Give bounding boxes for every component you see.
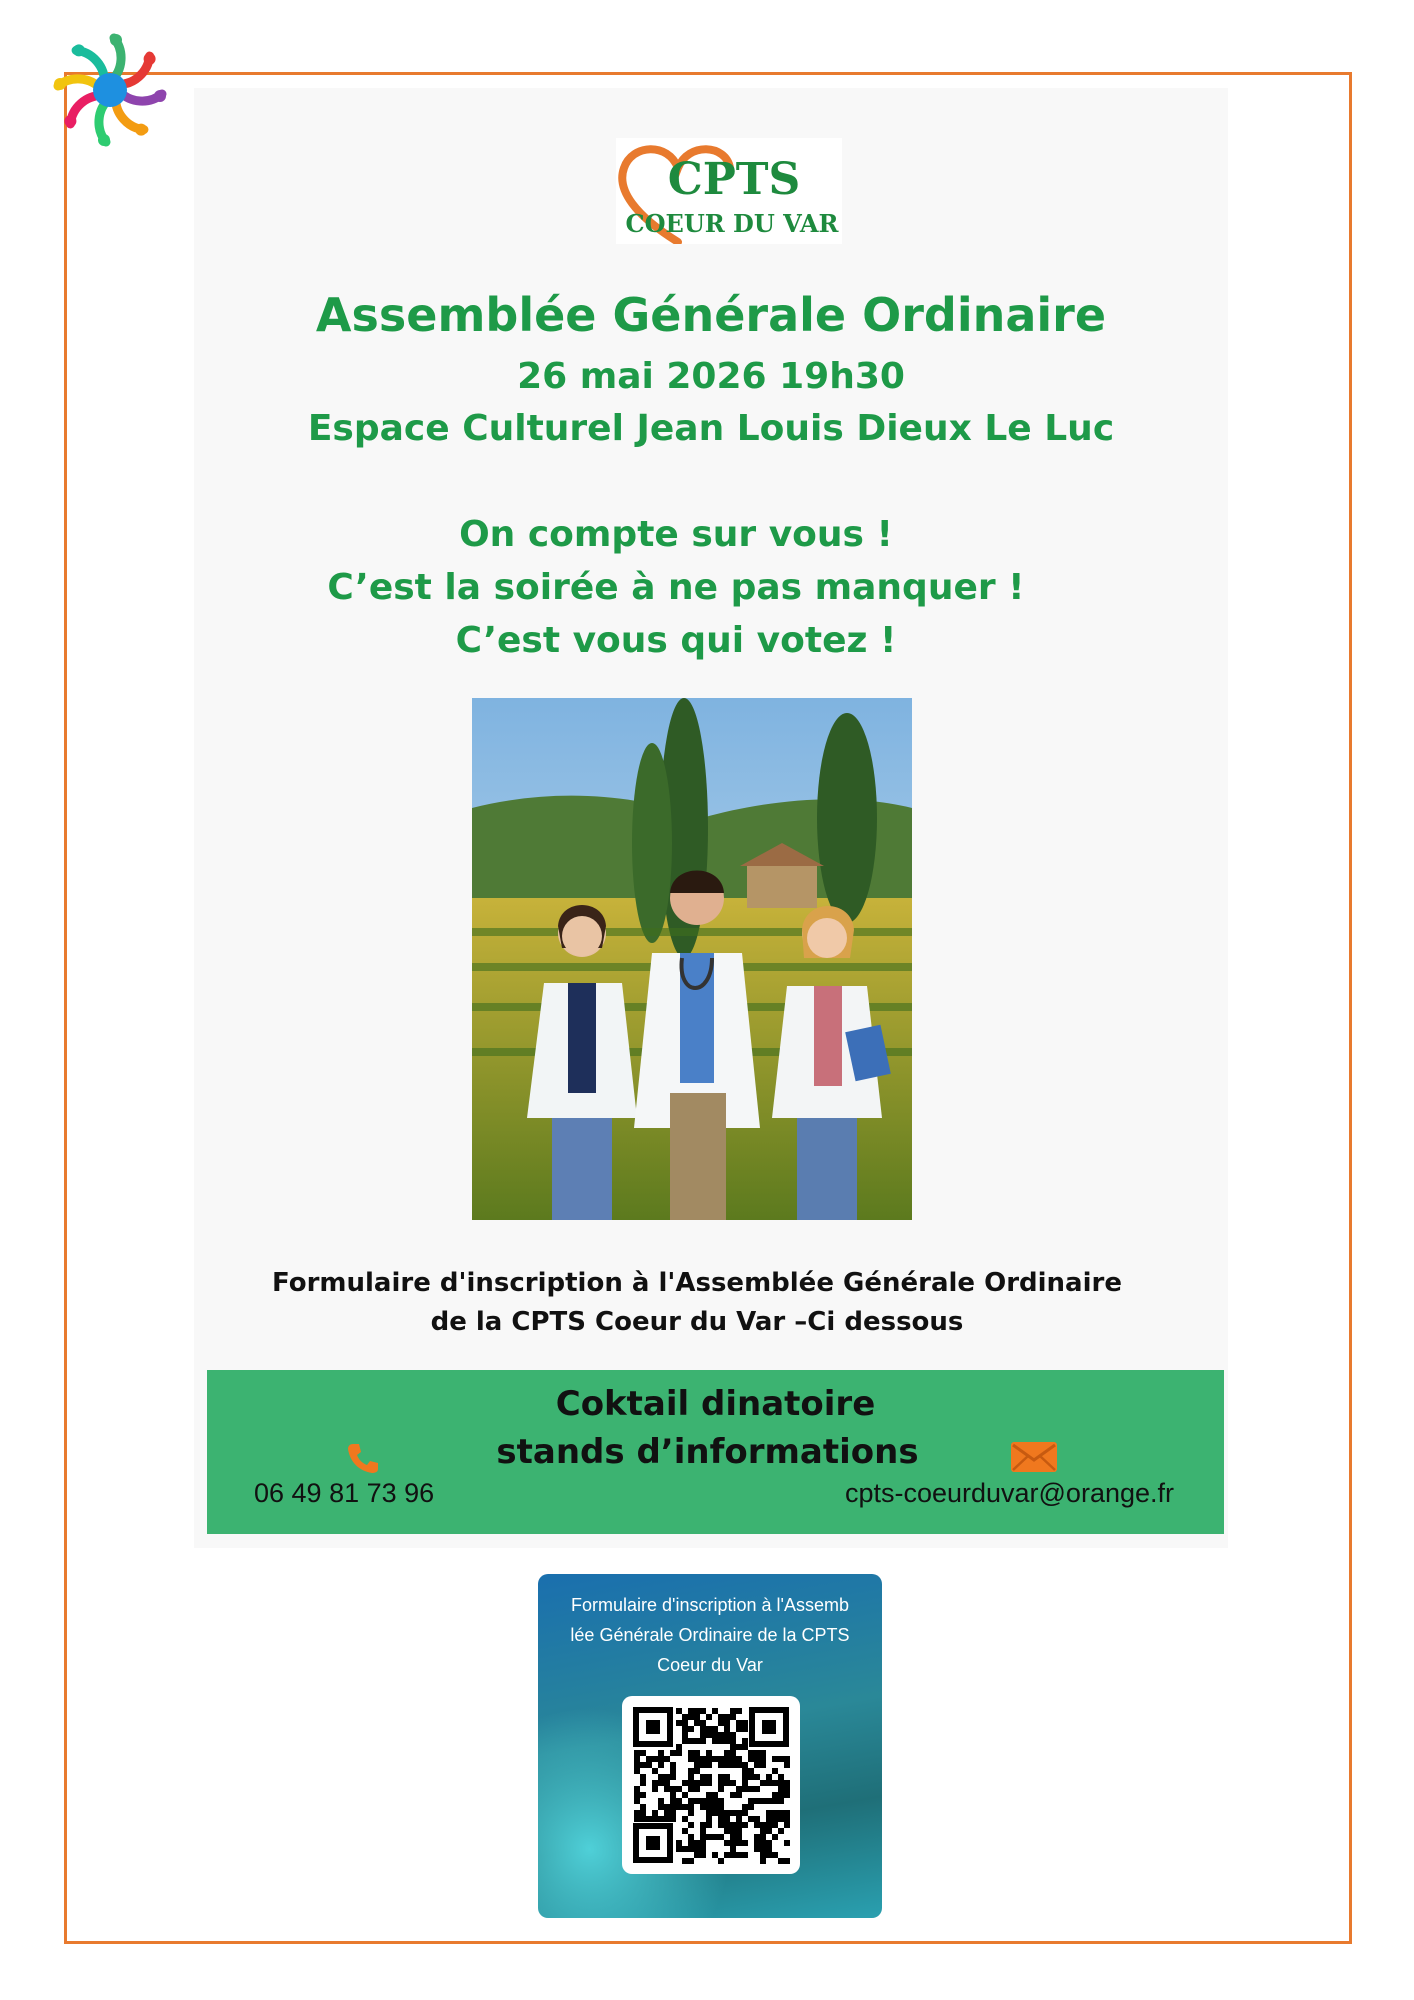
qr-caption-line: Formulaire d'inscription à l'Assemb — [571, 1595, 849, 1615]
slogans — [194, 508, 1228, 667]
logo-cpts-text: CPTS — [667, 154, 801, 205]
registration-text — [180, 1264, 1214, 1342]
slogan-line: On compte sur vous ! — [459, 514, 893, 555]
email-address[interactable]: cpts-coeurduvar@orange.fr — [844, 1478, 1174, 1508]
qr-code[interactable] — [622, 1696, 800, 1874]
qr-code-icon — [622, 1696, 800, 1874]
colorful-people-logo-icon — [52, 32, 168, 148]
heart-logo-icon — [616, 138, 842, 244]
qr-caption-line: Coeur du Var — [657, 1655, 763, 1675]
logo-subtitle-text: COEUR DU VAR — [625, 209, 839, 238]
event-title: Assemblée Générale Ordinaire — [315, 288, 1107, 342]
event-poster — [194, 88, 1228, 1548]
registration-line: Formulaire d'inscription à l'Assemblée Générale Ordinaire — [272, 1268, 1122, 1298]
banner-cocktail: Coktail dinatoire — [555, 1384, 876, 1424]
slogan-line: C’est vous qui votez ! — [455, 620, 897, 661]
info-banner — [207, 1370, 1224, 1534]
registration-line: de la CPTS Coeur du Var –Ci dessous — [430, 1307, 964, 1337]
event-location: Espace Culturel Jean Louis Dieux Le Luc — [307, 408, 1115, 449]
phone-icon — [347, 1442, 379, 1474]
qr-caption-line: lée Générale Ordinaire de la CPTS — [570, 1625, 850, 1645]
phone-number[interactable]: 06 49 81 73 96 — [254, 1478, 435, 1508]
banner-stands: stands d’informations — [496, 1432, 919, 1472]
slogan-line: C’est la soirée à ne pas manquer ! — [327, 567, 1025, 608]
event-date: 26 mai 2026 19h30 — [517, 356, 905, 397]
mail-icon — [1011, 1442, 1057, 1472]
qr-code-card[interactable] — [538, 1574, 882, 1918]
qr-caption — [546, 1590, 874, 1680]
cpts-logo — [616, 138, 842, 244]
doctors-vineyard-photo — [472, 698, 912, 1220]
